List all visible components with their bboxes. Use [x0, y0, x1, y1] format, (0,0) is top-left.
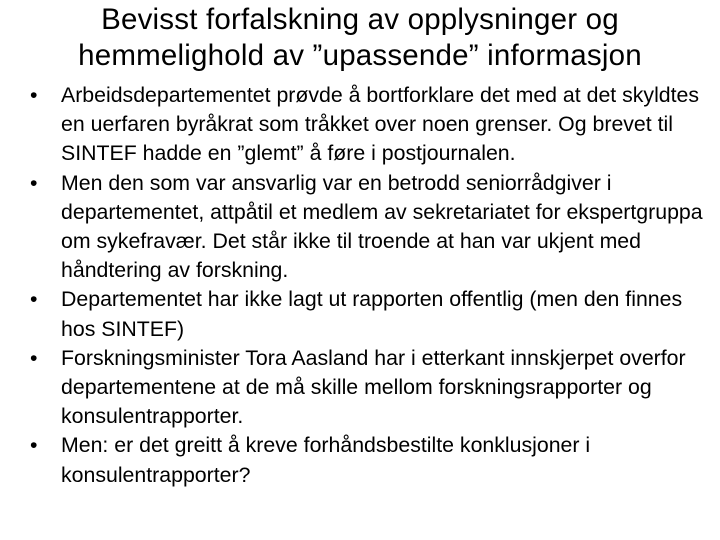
- bullet-item: [30, 285, 710, 343]
- bullet-text: Arbeidsdepartementet prøvde å bortforklare det med at det skyldtes en uerfaren byråkrat som tråkket over noen grenser. Og brevet til SINTEF hadde en ”glemt” å føre i postjournalen.: [61, 83, 700, 166]
- bullet-item: [30, 169, 710, 286]
- slide-title: Bevisst forfalskning av opplysninger og hemmelighold av ”upassende” informasjon: [78, 3, 642, 72]
- bullet-text: Men den som var ansvarlig var en betrodd seniorrådgiver i departementet, attpåtil et medlem av sekretariatet for ekspertgruppa om sykefravær. Det står ikke til troende at han var ukjent med håndtering av forskning.: [61, 170, 703, 283]
- bullet-dot-icon: •: [30, 433, 38, 458]
- bullet-dot-icon: •: [30, 170, 38, 195]
- bullet-item: [30, 81, 710, 169]
- bullet-dot-icon: •: [30, 287, 38, 312]
- bullet-dot-icon: •: [30, 345, 38, 370]
- bullet-item: [30, 431, 710, 489]
- bullet-text: Men: er det greitt å kreve forhåndsbestilte konklusjoner i konsulentrapporter?: [61, 433, 591, 487]
- bullet-text: Departementet har ikke lagt ut rapporten offentlig (men den finnes hos SINTEF): [61, 287, 683, 341]
- bullet-list: [30, 81, 710, 490]
- bullet-dot-icon: •: [30, 83, 38, 107]
- bullet-item: [30, 344, 710, 432]
- bullet-text: Forskningsminister Tora Aasland har i etterkant innskjerpet overfor departementene at de må skille mellom forskningsrapporter og konsulentrapporter.: [61, 345, 686, 429]
